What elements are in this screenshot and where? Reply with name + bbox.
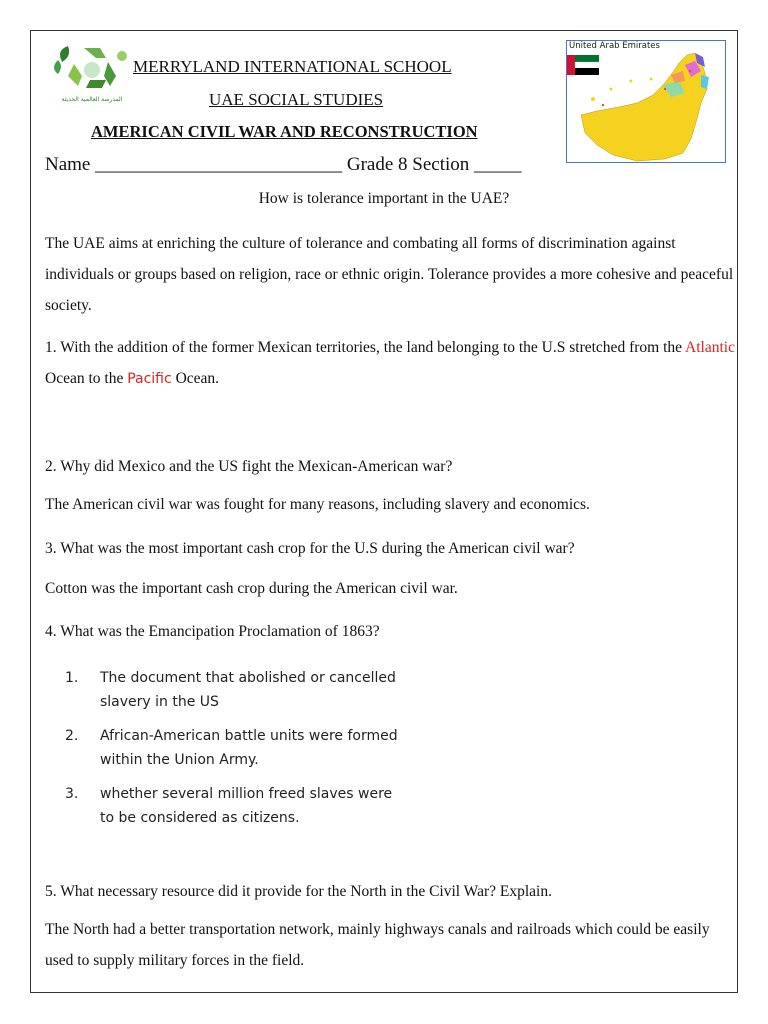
q1-text-before: 1. With the addition of the former Mexican territories, the land belonging to the U.S stretched from the [45,339,686,356]
logo-caption: المدرسة العالمية الحديثة [61,96,123,103]
answer-3: Cotton was the important cash crop during the American civil war. [45,580,458,597]
grade-label: Grade 8 Section [346,154,470,175]
uae-map-graphic [567,41,725,162]
list-item [65,666,400,724]
intro-question: How is tolerance important in the UAE? [258,190,510,207]
q1-text-middle: Ocean to the [45,370,128,387]
name-label: Name [45,154,91,175]
name-blank: __________________________ [95,154,343,175]
list-item-text: African-American battle units were formed within the Union Army. [100,728,398,768]
answer-2: The American civil war was fought for many reasons, including slavery and economics. [45,496,590,513]
list-item-number: 3. [65,786,79,802]
answer-5: The North had a better transportation network, mainly highways canals and railroads which could be easily used to supply military forces in the field. [45,921,710,969]
list-item-number: 2. [65,728,79,744]
question-4: 4. What was the Emancipation Proclamation of 1863? [45,623,380,640]
list-item-number: 1. [65,670,79,686]
q1-answer-pacific: Pacific [127,371,172,387]
q1-text-after: Ocean. [171,370,220,387]
uae-flag-icon [567,55,599,75]
name-grade-line [45,154,522,176]
list-item-text: The document that abolished or cancelled slavery in the US [100,670,396,710]
question-2: 2. Why did Mexico and the US fight the Mexican-American war? [45,458,453,475]
school-name: MERRYLAND INTERNATIONAL SCHOOL [133,57,452,76]
q1-answer-atlantic: Atlantic [685,339,735,356]
intro-answer: The UAE aims at enriching the culture of tolerance and combating all forms of discrimination against individuals or groups based on religion, race or ethnic origin. Tolerance provides a more cohesive and peaceful society. [45,235,734,314]
list-item [65,782,410,840]
list-item [65,724,430,782]
question-3: 3. What was the most important cash crop for the U.S during the American civil war? [45,540,575,557]
subject-title: UAE SOCIAL STUDIES [209,90,384,109]
worksheet-title: AMERICAN CIVIL WAR AND RECONSTRUCTION [91,122,478,141]
section-blank: _____ [474,154,522,175]
map-label: United Arab Emirates [569,41,660,51]
question-1 [45,332,735,395]
question-5: 5. What necessary resource did it provide for the North in the Civil War? Explain. [45,883,552,900]
list-item-text: whether several million freed slaves were to be considered as citizens. [100,786,393,826]
answer-4-list [65,666,430,840]
